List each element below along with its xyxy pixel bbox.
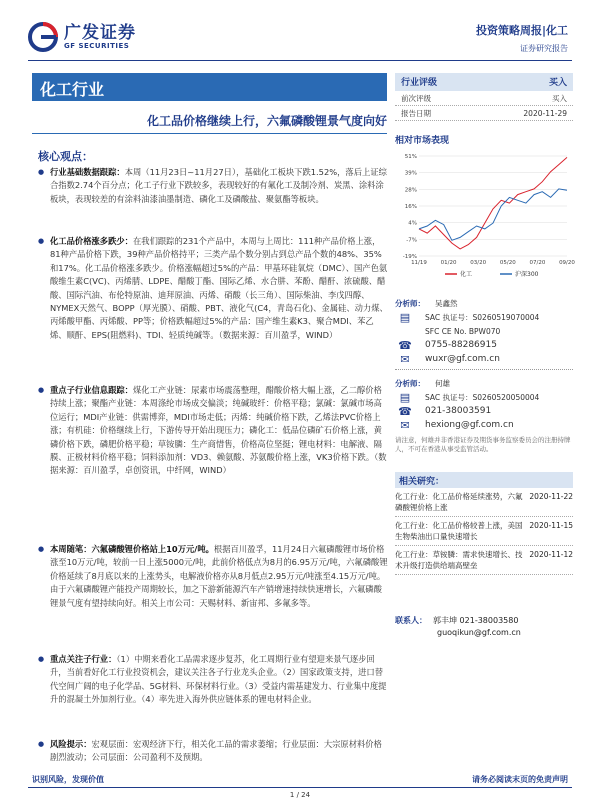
related-item-title: 化工行业：化工品价格较普上涨，美国生物柴油出口量快速增长 [395,521,523,541]
bullet-text: 根据百川盈孚，11月24日六氟磷酸锂市场价格涨至10万元/吨，较前一日上涨5000元/吨，此前价格低点为8月的6.95万元/吨，六氟磷酸锂价格延续了8月底以来的上涨势头，电解液价格亦从8月低点2.95万元/吨涨至4.15万元/吨。由于六氟磷酸锂产能投产周期较长，加之下游新能源汽车产销增速持续快速增长，六氟磷酸锂景气度有望持续向好。相关上市公司：天赐材料、新宙邦、多氟多等。 [50,544,388,608]
bullet-label: 本周随笔：六氟磷酸锂价格站上10万元/吨。 [50,544,214,554]
contact-email[interactable]: guoqikun@gf.com.cn [437,628,521,637]
analyst-phone: 021-38003591 [425,406,492,416]
bullet-text: 煤化工产业链：尿素市场震荡整理，醋酸价格大幅上涨，乙二醇价格持续上涨；聚酯产业链：本周涤纶市场成交偏淡；纯碱玻纤：价格平稳；氯碱：氯碱市场高位运行；MDI产业链：供需博弈，MDI市场走低；丙烯：纯碱价格下跌，乙烯法PVC价格上涨；有机硅：价格继续上行，下游传导开始出现压力；磷化工：低品位磷矿石价格上涨，黄磷价格下跌，磷肥价格平稳；草铵膦：生产商惜售，价格高位坚挺；锂电材料：电解液、隔膜、正极材料价格平稳；饲料添加剂：VD3、赖氨酸、苏氨酸价格上涨，VK3价格下跌。（数据来源：百川盈孚，卓创资讯，中纤网，WIND） [50,385,387,476]
header-divider [28,60,572,61]
analyst-block-1 [395,296,573,366]
contact-phone: 021-38003580 [459,616,519,625]
y-tick-label: 39% [404,170,417,177]
page-number: 1 / 24 [289,791,311,799]
phone-icon: ☎ [398,338,412,352]
analyst-label: 分析师： [395,378,425,388]
bullet-market-data [36,166,388,232]
rating-row-value: 买入 [552,94,567,103]
id-card-icon: ▤ [399,390,411,404]
related-item[interactable] [395,546,573,575]
bullet-focus-industries [36,653,388,735]
bullet-subindustry [36,384,388,540]
analyst-cert: SAC 执证号：S0260520050004 [425,392,540,402]
analyst-sfc: SFC CE No. BPW070 [425,326,501,336]
analyst-email[interactable]: hexiong@gf.com.cn [425,420,514,430]
legend-label: 沪深300 [515,271,539,278]
report-type: 投资策略周报|化工 [475,24,568,37]
rating-row [395,91,573,106]
industry-banner: 化工行业 [32,73,387,101]
mail-icon: ✉ [400,352,410,366]
bullet-text: （1）中期来看化工品需求逐步复苏，化工周期行业有望迎来景气逐步回升，当前看好化工行业投资机会，建议关注各子行业龙头企业。（2）国家政策支持，进口替代空间广阔的电子化学品、5G材料、环保材料行业。（3）受益内需基建发力、行业集中度提升的混凝土外加剂行业。（4）率先进入海外供应链体系的锂电材料企业。 [50,654,387,705]
y-tick-label: -7% [406,237,417,244]
bullet-price-trends [36,235,388,381]
bullet-text: 在我们跟踪的231个产品中，本周与上周比：111种产品价格上涨，81种产品价格下跌，39种产品价格持平；三类产品个数分别占到总产品个数的48%、35%和17%。化工品价格涨多跌少。价格涨幅超过5%的产品：甲基环硅氧烷（DMC）、国产色氨酸维生素C(VC)、丙烯腈、LDPE、醋酸丁酯、国际乙烯、水合肼、苯酚、醋酐、浓硫酸、醋酸、国际汽油、布伦特原油、迪拜原油、丙烯、硝酸（长三角）、国际柴油、李戊四醇、NYMEX天然气、BOPP（厚光膜）、硝酸、PBT、液化气(C4，青岛石化)、金属硅、动力煤、丙烯酸甲酯、丙烯酸、PP等；价格跌幅超过5%的产品：国产维生素K3、聚合MDI、苯乙烯、顺酐、EPS(阻燃料)、TDI、轻质纯碱等。（数据来源：百川盈孚，WIND） [50,236,388,340]
gf-logo-icon [28,22,58,52]
bullet-risk [36,738,388,770]
rating-row-label: 前次评级 [401,94,431,103]
footer-disclaimer: 请务必阅读末页的免责声明 [472,775,568,784]
analyst-phone: 0755-88286915 [425,340,497,350]
bullet-label: 风险提示： [50,739,92,749]
x-tick-label: 05/20 [499,260,516,266]
related-item-date: 2020-11-12 [529,550,573,559]
performance-chart-svg [395,150,573,290]
related-item[interactable] [395,517,573,546]
rating-header [395,73,573,91]
company-logo [28,20,178,54]
x-tick-label: 11/19 [411,260,427,266]
contact-label: 联系人： [395,616,427,625]
bullet-weekly-essay [36,543,388,650]
related-item-date: 2020-11-22 [529,492,573,501]
subtitle-divider [32,133,387,134]
rating-row-value: 2020-11-29 [523,109,567,118]
id-card-icon: ▤ [399,310,411,324]
page-header [0,0,600,62]
core-views-title: 核心观点： [38,150,93,163]
legend-label: 化工 [460,271,473,278]
bullet-label: 行业基础数据跟踪： [50,167,125,177]
y-tick-label: 16% [404,204,417,210]
bullet-label: 重点子行业信息跟踪： [50,385,133,395]
analyst-disclaimer: 请注意，何雄并非香港证券及期货事务监察委员会的注册持牌人，不可在香港从事受监管活动。 [395,436,571,453]
series-line-化工 [419,157,567,249]
core-views [36,166,388,773]
contact-name: 郭丰坤 [433,616,457,625]
report-subtitle: 化工品价格继续上行，六氟磷酸锂景气度向好 [146,114,387,128]
related-research-header: 相关研究： [395,472,573,488]
rating-row [395,106,573,121]
rating-label: 行业评级 [401,78,438,88]
bullet-text: 本周（11月23日~11月27日），基础化工板块下跌1.52%，落后上证综合指数2.74个百分点；化工子行业下跌较多，表现较好的有氟化工及制冷剂、炭黑、涂料涂板块，表现较差的有涂料油漆油墨制造、磷化工及磷酸盐、聚氨酯等板块。 [50,167,387,204]
contact-block [395,615,573,639]
sidebar [395,73,573,639]
y-tick-label: -19% [402,254,417,260]
logo-text-cn: 广发证券 [64,23,136,43]
related-item-title: 化工行业：草铵膦：需求快速增长、技术升级打造供给端高壁垒 [395,550,523,570]
mail-icon: ✉ [400,418,410,432]
analyst-block-2 [395,376,573,432]
y-tick-label: 4% [408,220,417,227]
analyst-cert: SAC 执证号：S0260519070004 [425,312,540,322]
bullet-label: 化工品价格涨多跌少： [50,236,133,246]
market-performance-title: 相对市场表现 [395,136,450,146]
related-item-date: 2020-11-15 [529,521,573,530]
analyst-name: 吴鑫然 [435,298,458,308]
related-item[interactable] [395,488,573,517]
related-item-title: 化工行业：化工品价格延续涨势，六氟磷酸锂价格上涨 [395,492,523,512]
phone-icon: ☎ [398,404,412,418]
rating-value: 买入 [548,78,567,88]
logo-text-en: GF SECURITIES [64,42,130,50]
x-tick-label: 07/20 [529,260,546,266]
bullet-label: 重点关注子行业： [50,654,117,664]
bullet-text: 宏观层面：宏观经济下行，相关化工品的需求萎缩；行业层面：大宗原材料价格剧烈波动；公司层面：公司盈利不及预期。 [50,739,382,763]
footer-divider [28,787,572,788]
market-performance-chart [395,150,573,290]
x-tick-label: 03/20 [470,260,487,266]
analyst-email[interactable]: wuxr@gf.com.cn [425,354,500,364]
x-tick-label: 01/20 [440,260,457,266]
rating-row-label: 报告日期 [401,109,431,118]
y-tick-label: 28% [404,187,417,194]
y-tick-label: 51% [404,154,417,160]
analyst-label: 分析师： [395,298,425,308]
footer-slogan: 识别风险，发现价值 [32,775,104,784]
report-category: 证券研究报告 [520,44,568,53]
analyst-name: 何雄 [435,378,450,388]
x-tick-label: 09/20 [559,260,575,266]
